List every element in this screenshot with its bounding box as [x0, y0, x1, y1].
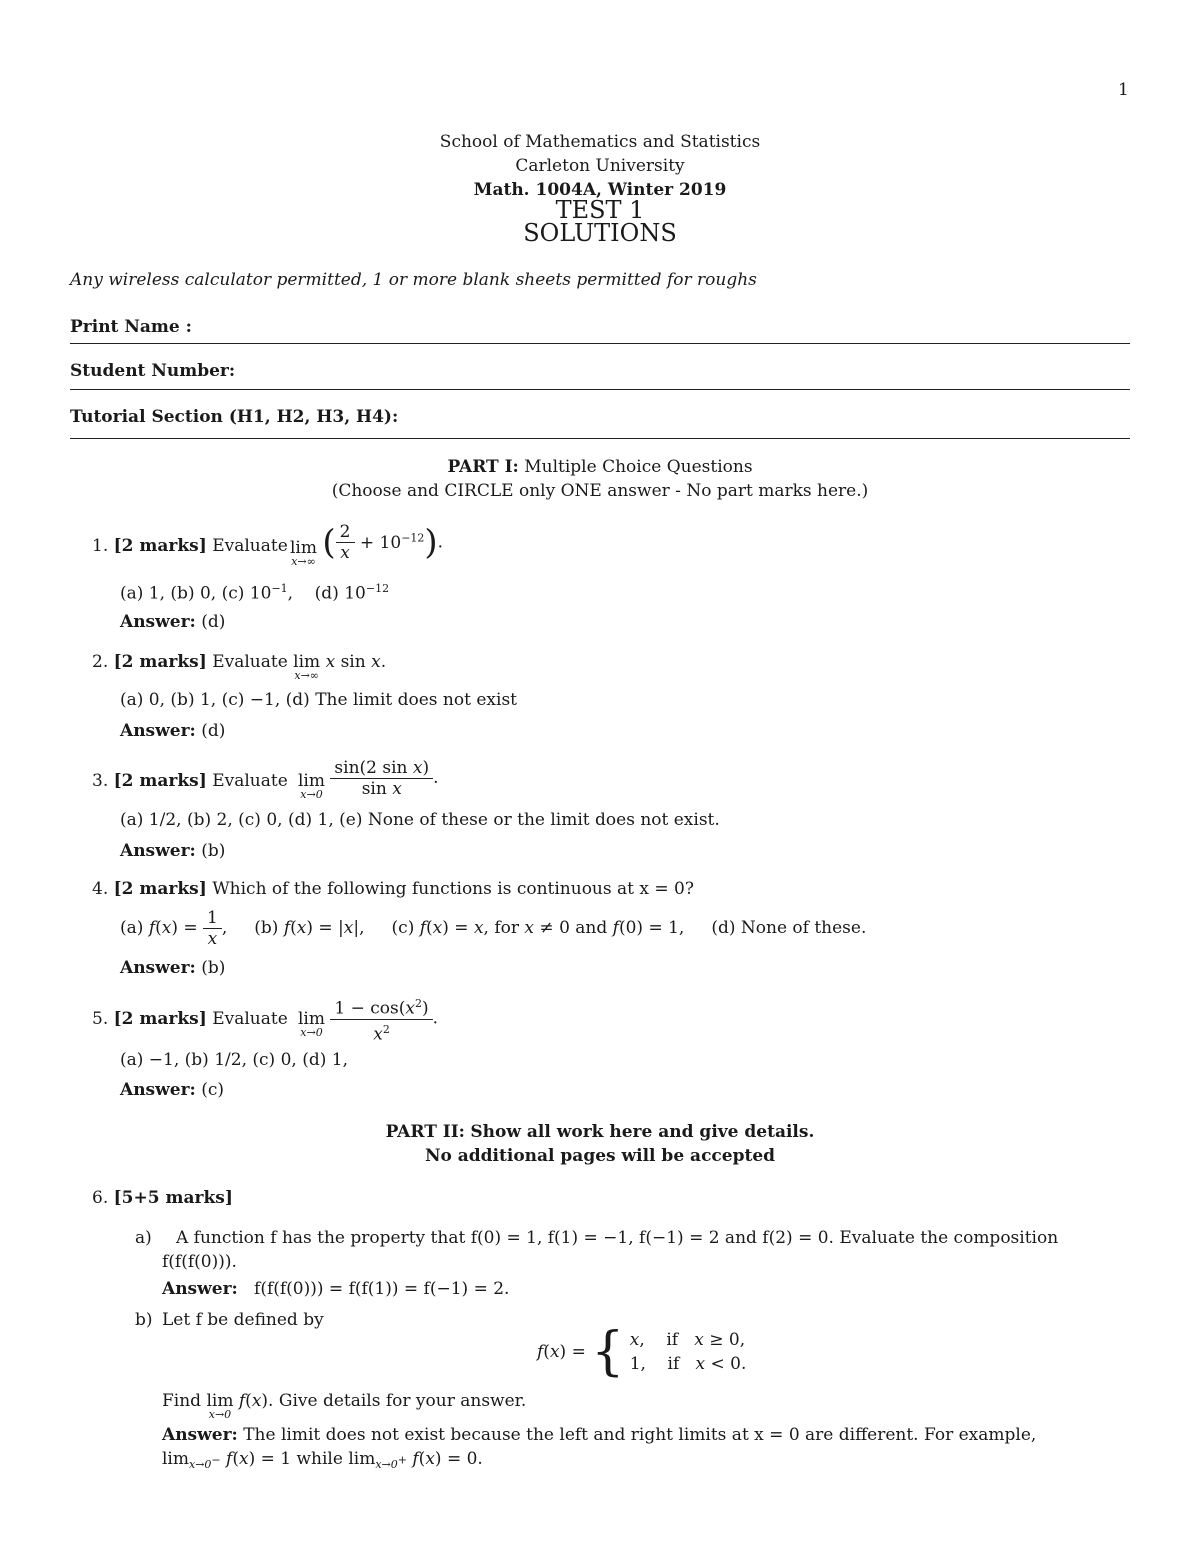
tutorial-label: Tutorial Section (H1, H2, H3, H4):	[70, 407, 399, 427]
q6b-find: Find lim x→0 f(x). Give details for your answer.	[162, 1391, 527, 1421]
q4-answer: Answer: (b)	[120, 958, 226, 978]
q1-answer: Answer: (d)	[120, 612, 226, 632]
piecewise-definition: f(x) = { x, if x ≥ 0, 1, if x < 0.	[537, 1322, 747, 1382]
q1-options: (a) 1, (b) 0, (c) $10^{-1}$, (d) $10^{-12}$	[120, 582, 390, 604]
name-rule	[70, 343, 1130, 344]
q6b-answer: Answer: The limit does not exist because the left and right limits at x = 0 are different. For example,	[162, 1425, 1037, 1445]
q6b-text: Let f be defined by	[162, 1310, 324, 1330]
q3-options: (a) 1/2, (b) 2, (c) 0, (d) 1, (e) None of these or the limit does not exist.	[120, 810, 720, 830]
solutions-title: SOLUTIONS	[523, 219, 677, 247]
q3-answer: Answer: (b)	[120, 841, 226, 861]
part1-title: PART I: Multiple Choice Questions	[447, 457, 753, 477]
q5-options: (a) −1, (b) 1/2, (c) 0, (d) 1,	[120, 1050, 348, 1070]
q6b-answer-limits: $\lim_{x\to 0^-} f(x) = 1$ while $\lim_{x\to 0^+} f(x) = 0$.	[162, 1449, 483, 1472]
q6a-text: A function f has the property that f(0) = 1, f(1) = −1, f(−1) = 2 and f(2) = 0. Evaluate the composition	[176, 1228, 1059, 1248]
q3-stem: 3. [2 marks] Evaluate	[92, 771, 288, 791]
q6a-answer: Answer: f(f(f(0))) = f(f(1)) = f(−1) = 2.	[162, 1279, 510, 1299]
q6-stem: 6. [5+5 marks]	[92, 1188, 233, 1208]
q1-stem: 1. [2 marks] Evaluate	[92, 536, 288, 556]
test-title: TEST 1	[555, 196, 645, 224]
q2-options: (a) 0, (b) 1, (c) −1, (d) The limit does not exist	[120, 690, 517, 710]
university-name: Carleton University	[515, 156, 685, 176]
q6b-label: b)	[135, 1310, 153, 1330]
course-line: Math. 1004A, Winter 2019	[473, 180, 727, 200]
instructions: Any wireless calculator permitted, 1 or more blank sheets permitted for roughs	[70, 270, 757, 290]
q2-stem: 2. [2 marks] Evaluate lim x→∞ x sin x.	[92, 652, 387, 682]
q5-answer: Answer: (c)	[120, 1080, 225, 1100]
q5-expression: lim x→0 $\frac{1 - \cos(x^2)}{x^2}$ .	[298, 994, 438, 1044]
student-number-label: Student Number:	[70, 361, 236, 381]
q3-expression: lim x→0 $\frac{\text{sin(2 sin x)}}{\text{sin x}}$ .	[298, 758, 439, 801]
q5-stem: 5. [2 marks] Evaluate	[92, 1009, 288, 1029]
q6a-label: a)	[135, 1228, 152, 1248]
part2-subtitle: No additional pages will be accepted	[424, 1146, 776, 1166]
q4-stem: 4. [2 marks] Which of the following functions is continuous at x = 0?	[92, 879, 694, 899]
q2-answer: Answer: (d)	[120, 721, 226, 741]
part2-title: PART II: Show all work here and give details.	[385, 1122, 815, 1142]
student-number-rule	[70, 389, 1130, 390]
part1-subtitle: (Choose and CIRCLE only ONE answer - No part marks here.)	[331, 481, 869, 501]
page-number: 1	[1118, 80, 1129, 100]
print-name-label: Print Name :	[70, 317, 192, 337]
q6a-text2: f(f(f(0))).	[162, 1252, 237, 1272]
q1-expression: lim x→∞ ( $\frac{2}{x}$ + $10^{-12}$).	[290, 522, 444, 568]
q4-options: (a) f(x) = $\frac{1}{x}$ , (b) f(x) = |x|, (c) f(x) = x, for x ≠ 0 and f(0) = 1, (d) None of these.	[120, 908, 867, 949]
tutorial-rule	[70, 438, 1130, 439]
school-name: School of Mathematics and Statistics	[439, 132, 761, 152]
